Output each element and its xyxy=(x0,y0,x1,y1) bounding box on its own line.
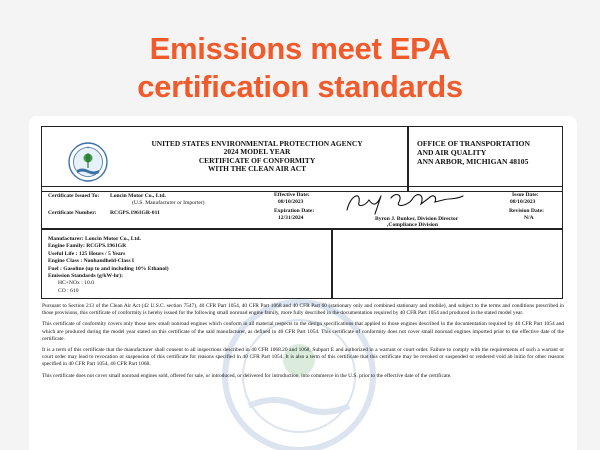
agency-line-2: 2024 MODEL YEAR xyxy=(223,147,291,157)
spec-manufacturer: Manufacturer: Loncin Motor Co., Ltd. xyxy=(48,236,141,242)
agency-title xyxy=(122,140,392,174)
paragraph-authority: Pursuant to Section 213 of the Clean Air Act (42 U.S.C. section 7547), 40 CFR Part 1054, 40 CFR Part 1068 and 40 CFR Part 60 (stationary only and combined stationary and mobile), and subject to the terms and conditions prescribed in those provisions, this certificate of conformity is hereby issued for the following small nonroad engine family, more fully described in the documentation required by 40 CFR Part 1054 and produced in the stated model year. xyxy=(42,303,564,317)
issued-to-note: (U.S. Manufacturer or Importer) xyxy=(132,200,205,206)
page-headline xyxy=(0,30,600,106)
agency-line-3: CERTIFICATE OF CONFORMITY xyxy=(198,155,316,165)
spec-fuel: Fuel : Gasoline (up to and including 10% Ethanol) xyxy=(48,265,169,272)
spec-engine-class: Engine Class : Nonhandheld-Class I xyxy=(48,258,135,265)
agency-line-1: UNITED STATES ENVIRONMENTAL PROTECTION AGENCY xyxy=(151,139,363,148)
engine-specs-box xyxy=(41,229,332,299)
headline-line-1: Emissions meet EPA xyxy=(149,31,451,66)
issued-to-label: Certificate Issued To: xyxy=(48,193,100,199)
effective-date-label: Effective Date: xyxy=(274,192,310,198)
director-signature xyxy=(339,188,479,218)
certificate-header xyxy=(41,126,408,192)
expiration-date-value: 12/31/2024 xyxy=(278,215,304,221)
issue-date-label: Issue Date: xyxy=(512,192,539,198)
certificate-number-label: Certificate Number: xyxy=(48,210,97,216)
paragraph-sales-limit: This certificate does not cover small nonroad engines sold, offered for sale, or introduced, or delivered for introduction, into commerce in the U.S. prior to the effective date of the certificate. xyxy=(42,372,452,379)
epa-seal-icon xyxy=(68,142,108,182)
paragraph-inspections: It is a term of this certificate that the manufacturer shall consent to all inspections described in 40 CFR 1068.20 and 1068, Subpart E and authorized in a warrant or court order. Failure to comply with the requirements of such a warrant or court order may lead to revocation or suspension of this certificate for reasons specified in 40 CFR Part 1054. It is also a term of this certificate that this certificate may be revoked or suspended or rendered void ab initio for other reasons specified in 40 CFR Part 1054, 40 CFR Part 1068. xyxy=(42,347,564,368)
issued-to-value: Loncin Motor Co., Ltd. xyxy=(110,193,166,199)
headline-line-2: certification standards xyxy=(137,69,463,104)
spec-co: CO : 610 xyxy=(58,287,79,294)
spec-useful-life: Useful Life : 125 Hours / 5 Years xyxy=(48,250,126,257)
office-line-3: ANN ARBOR, MICHIGAN 48105 xyxy=(417,156,529,166)
spec-hc-nox: HC+NOx : 10.0 xyxy=(58,280,94,287)
certificate-info-row xyxy=(41,186,563,229)
engine-specs xyxy=(48,236,169,295)
office-title xyxy=(417,140,557,166)
revision-date-value: N/A xyxy=(524,215,534,221)
signer-line-1: Byron J. Bunker, Division Director xyxy=(375,216,459,222)
spec-engine-family: Engine Family: RCGPS.1961GR xyxy=(48,243,127,250)
revision-date-label: Revision Date: xyxy=(509,208,544,214)
paragraph-coverage: This certificate of conformity covers only those new small nonroad engines which conform in all material respects to the design specifications that applied to those engines described in the documentation required by 40 CFR Part 1054 and which are produced during the model year stated on this certificate of the said manufacturer, as defined in 40 CFR Part 1054. This certificate of conformity does not cover small nonroad engines imported prior to the effective date of the certificate. xyxy=(42,321,564,342)
issue-date-value: 08/10/2023 xyxy=(510,199,536,205)
certificate-document xyxy=(29,116,577,450)
signer-line-2: ,Compliance Division xyxy=(387,222,438,228)
effective-date-value: 08/10/2023 xyxy=(278,199,304,205)
office-header xyxy=(408,126,563,192)
office-line-1: OFFICE OF TRANSPORTATION xyxy=(417,139,530,148)
certificate-body xyxy=(42,303,564,384)
certificate-number-value: RCGPS.1961GR-011 xyxy=(110,210,160,216)
office-line-2: AND AIR QUALITY xyxy=(417,147,487,157)
specs-empty-cell xyxy=(332,229,563,299)
expiration-date-label: Expiration Date: xyxy=(274,208,315,214)
agency-line-4: WITH THE CLEAN AIR ACT xyxy=(207,164,307,174)
spec-emission-standards: Emission Standards (g/kW-hr): xyxy=(48,273,124,280)
